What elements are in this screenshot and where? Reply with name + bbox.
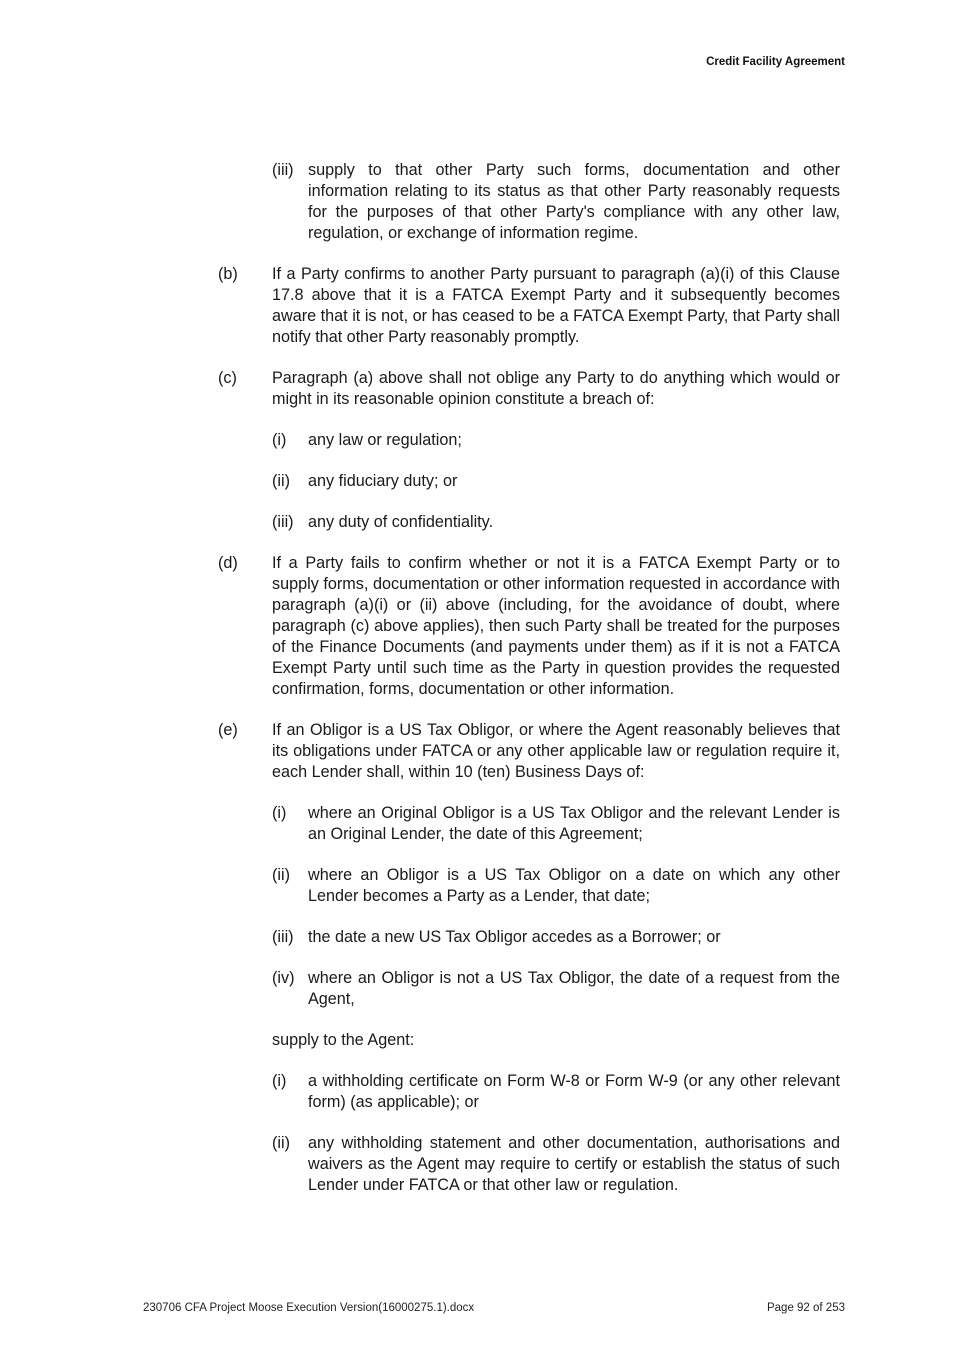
clause-label: (e) (218, 721, 238, 739)
clause-text: supply to that other Party such forms, documentation and other information relating to its status as that other Party reasonably requests for the purposes of that other Party's compliance with any other law, regulation, or exchange of information regime. (308, 161, 840, 242)
clause-label: (iii) (272, 161, 294, 179)
document-header-title: Credit Facility Agreement (706, 56, 845, 68)
subclause-text: any withholding statement and other documentation, authorisations and waivers as the Agent may require to certify or establish the status of such Lender under FATCA or that other law or regulation. (308, 1134, 840, 1194)
clause-e-i (272, 803, 840, 845)
subclause-text: where an Obligor is a US Tax Obligor on a date on which any other Lender becomes a Party as a Lender, that date; (308, 866, 840, 905)
subclause-text: a withholding certificate on Form W-8 or Form W-9 (or any other relevant form) (as applicable); or (308, 1072, 840, 1111)
clause-text: Paragraph (a) above shall not oblige any Party to do anything which would or might in its reasonable opinion constitute a breach of: (272, 369, 840, 408)
subclause-label: (ii) (272, 866, 290, 884)
subclause-label: (ii) (272, 1134, 290, 1152)
subclause-label: (i) (272, 1072, 287, 1090)
subclause-text: any fiduciary duty; or (308, 472, 458, 490)
clause-text: If a Party fails to confirm whether or not it is a FATCA Exempt Party or to supply forms, documentation or other information requested in accordance with paragraph (a)(i) or (ii) above (including, for the avoidance of doubt, where paragraph (c) above applies), then such Party shall be treated for the purposes of the Finance Documents (and payments under them) as if it is not a FATCA Exempt Party until such time as the Party in question provides the requested confirmation, forms, documentation or other information. (272, 554, 840, 698)
clause-e-iii (272, 927, 840, 948)
subclause-label: (iii) (272, 928, 294, 946)
subclause-label: (iv) (272, 969, 295, 987)
clause-label: (c) (218, 369, 237, 387)
subclause-text: where an Original Obligor is a US Tax Obligor and the relevant Lender is an Original Lender, the date of this Agreement; (308, 804, 840, 843)
document-body (218, 160, 840, 1216)
clause-e-ii (272, 865, 840, 907)
clause-e-iv (272, 968, 840, 1010)
footer-filename: 230706 CFA Project Moose Execution Version(16000275.1).docx (143, 1302, 475, 1314)
clause-e (218, 720, 840, 783)
clause-c-ii (272, 471, 840, 492)
subclause-text: any law or regulation; (308, 431, 462, 449)
supply-item-ii (272, 1133, 840, 1196)
clause-b (218, 264, 840, 348)
subclause-text: where an Obligor is not a US Tax Obligor, the date of a request from the Agent, (308, 969, 840, 1008)
subclause-label: (i) (272, 431, 287, 449)
clause-c (218, 368, 840, 410)
clause-c-i (272, 430, 840, 451)
supply-to-agent-text: supply to the Agent: (272, 1031, 415, 1049)
subclause-label: (ii) (272, 472, 290, 490)
subclause-label: (iii) (272, 513, 294, 531)
clause-c-iii (272, 512, 840, 533)
subclause-text: the date a new US Tax Obligor accedes as a Borrower; or (308, 928, 721, 946)
subclause-label: (i) (272, 804, 287, 822)
clause-d (218, 553, 840, 700)
supply-item-i (272, 1071, 840, 1113)
clause-text: If a Party confirms to another Party pursuant to paragraph (a)(i) of this Clause 17.8 above that it is a FATCA Exempt Party and it subsequently becomes aware that it is not, or has ceased to be a FATCA Exempt Party, that Party shall notify that other Party reasonably promptly. (272, 265, 840, 346)
clause-a-iii (272, 160, 840, 244)
footer-page-number: Page 92 of 253 (766, 1302, 845, 1314)
subclause-text: any duty of confidentiality. (308, 513, 494, 531)
clause-label: (b) (218, 265, 238, 283)
clause-text: If an Obligor is a US Tax Obligor, or where the Agent reasonably believes that its obligations under FATCA or any other applicable law or regulation require it, each Lender shall, within 10 (ten) Business Days of: (272, 721, 840, 781)
clause-label: (d) (218, 554, 238, 572)
